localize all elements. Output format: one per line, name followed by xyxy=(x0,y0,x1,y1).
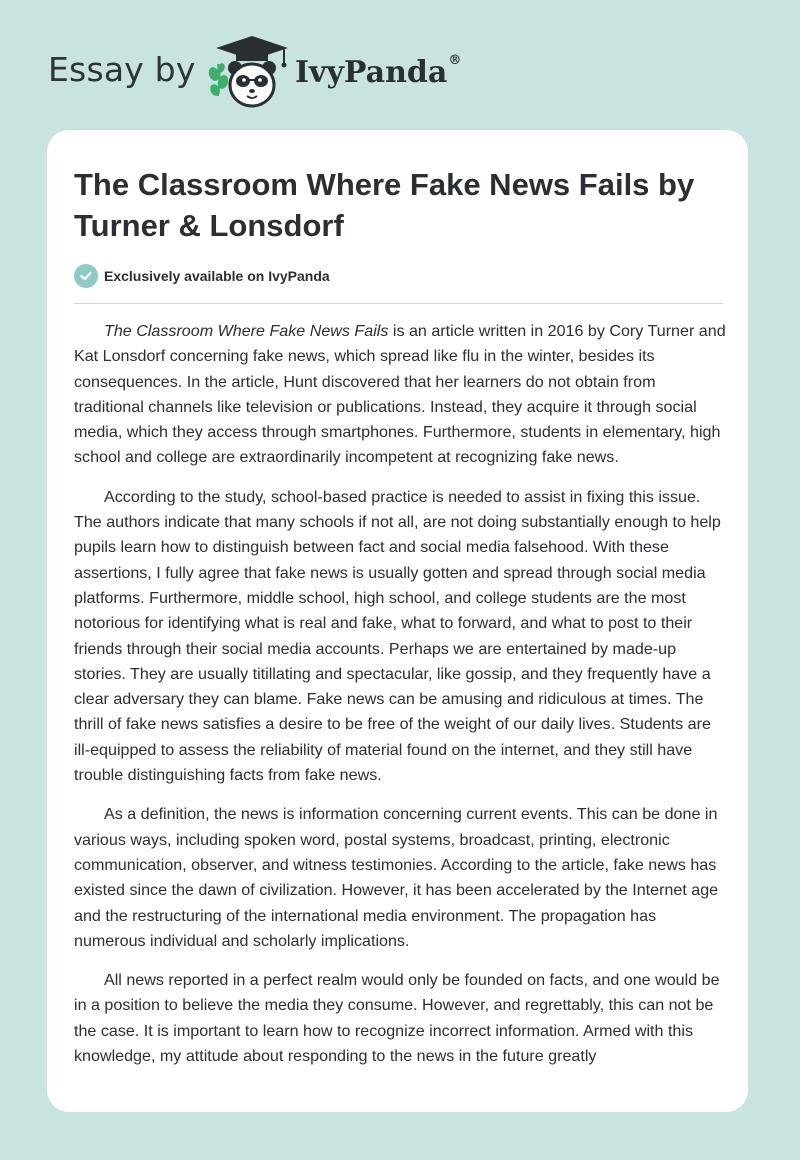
paragraph: According to the study, school-based practice is needed to assist in fixing this issue. The authors indicate that many schools if not all, are not doing substantially enough to help pupils learn how to distinguish between fact and social media falsehood. With these assertions, I fully agree that fake news is usually gotten and spread through social media platforms. Furthermore, middle school, high school, and college students are the most notorious for identifying what is real and fake, what to forward, and what to post to their friends through their social media accounts. Perhaps we are entertained by made-up stories. They are usually titillating and spectacular, like gossip, and they frequently have a clear adversary they can blame. Fake news can be amusing and ridiculous at times. The thrill of fake news satisfies a desire to be free of the weight of our daily lives. Students are ill-equipped to assess the reliability of material found on the internet, and they still have trouble distinguishing facts from fake news. xyxy=(74,487,721,785)
paragraph: As a definition, the news is information concerning current events. This can be done in various ways, including spoken word, postal systems, broadcast, printing, electronic communication, observer, and witness testimonies. According to the article, fake news has existed since the dawn of civilization. However, it has been accelerated by the Internet age and the restructuring of the international media environment. The propagation has numerous individual and scholarly implications. xyxy=(74,805,719,950)
exclusive-badge xyxy=(74,263,330,289)
panda-graduate-icon xyxy=(202,34,292,112)
paragraph: All news reported in a perfect realm would only be founded on facts, and one would be in a position to believe the media they consume. However, and regrettably, this can not be the case. It is important to learn how to recognize incorrect information. Armed with this knowledge, my attitude about responding to the news in the future greatly xyxy=(74,971,720,1066)
exclusive-label: Exclusively available on IvyPanda xyxy=(104,268,330,284)
paragraph: The Classroom Where Fake News Fails is an article written in 2016 by Cory Turner and Kat Lonsdorf concerning fake news, which spread like flu in the winter, besides its consequences. In the article, Hunt discovered that her learners do not obtain from traditional channels like television or publications. Instead, they acquire it through social media, which they access through smartphones. Furthermore, students in elementary, high school and college are extraordinarily incompetent at recognizing fake news. xyxy=(74,322,726,467)
essay-title: The Classroom Where Fake News Fails by Turner & Lonsdorf xyxy=(74,167,695,243)
brand-name: IvyPanda® xyxy=(295,53,462,90)
divider xyxy=(74,303,723,304)
essay-body xyxy=(74,319,726,1083)
article-title-italic: The Classroom Where Fake News Fails xyxy=(104,322,389,340)
essay-by-label: Essay by xyxy=(48,50,196,89)
registered-mark: ® xyxy=(448,53,462,68)
site-header xyxy=(48,34,548,114)
essay-card xyxy=(47,130,748,1112)
checkmark-icon xyxy=(74,264,98,288)
